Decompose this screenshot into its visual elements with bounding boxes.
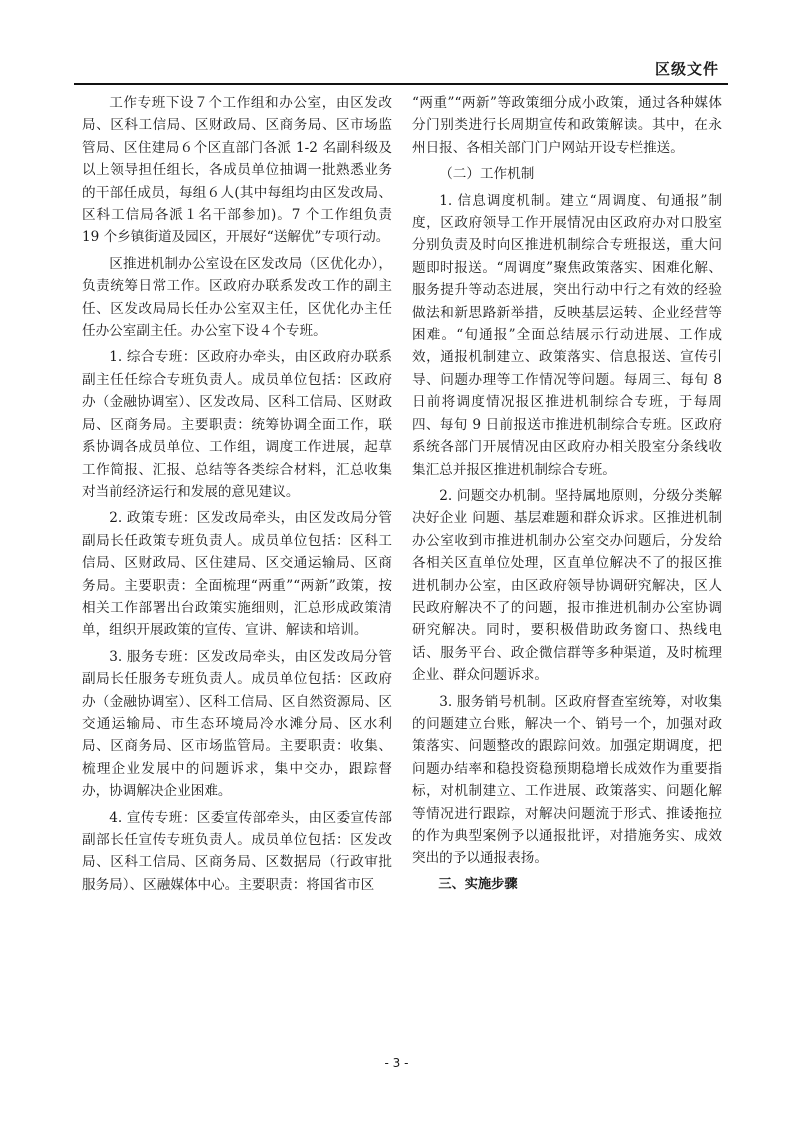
paragraph-info-dispatch: 1. 信息调度机制。建立“周调度、旬通报”制度，区政府领导工作开展情况由区政府办对口股室分别负责及时向区推进机制综合专班报送，重大问题即时报送。“周调度”聚焦政策落实、困难化解、服务提升等动态进展，突出行动中行之有效的经验做法和新思路新举措，反映基层运转、企业经营等困难。“旬通报”全面总结展示行动进展、工作成效，通报机制建立、政策落实、信息报送、宣传引导、问题办理等工作情况等问题。每周三、每旬 8 日前将调度情况报区推进机制综合专班，于每周四、每旬 9 日前报送市推进机制综合专班。区政府系统各部门开展情况由区政府办相关股室分条线收集汇总并报区推进机制综合专班。: [412, 192, 722, 478]
section-heading-steps: 三、实施步骤: [438, 876, 518, 892]
paragraph-office: 区推进机制办公室设在区发改局（区优化办），负责统筹日常工作。区政府办联系发改工作的副主任、区发改局局长任办公室双主任，区优化办主任任办公室副主任。办公室下设４个专班。: [82, 255, 392, 340]
right-column: [412, 92, 722, 900]
paragraph-service-team: 3. 服务专班：区发改局牵头，由区发改局分管副局长任服务专班负责人。成员单位包括：区政府办（金融协调室）、区科工信局、区自然资源局、区交通运输局、市生态环境局冷水滩分局、区水利局、区商务局、区市场监管局。主要职责：收集、梳理企业发展中的问题诉求，集中交办，跟踪督办，协调解决企业困难。: [82, 648, 392, 800]
paragraph-issue-assignment: 2. 问题交办机制。坚持属地原则，分级分类解决好企业 问题、基层难题和群众诉求。区推进机制办公室收到市推进机制办公室交办问题后，分发给各相关区直单位处理，区直单位解决不了的报区推进机制办公室，由区政府领导协调研究解决，区人民政府解决不了的问题，报市推进机制办公室协调研究解决。同时，要积极借助政务窗口、热线电话、服务平台、政企微信群等多种渠道，及时梳理企业、群众问题诉求。: [412, 487, 722, 684]
paragraph-comprehensive-team: 1. 综合专班：区政府办牵头，由区政府办联系副主任任综合专班负责人。成员单位包括：区政府办（金融协调室）、区发改局、区科工信局、区财政局、区商务局。主要职责：统筹协调全面工作，联系协调各成员单位、工作组，调度工作进展，起草工作简报、汇报、总结等各类综合材料，汇总收集对当前经济运行和发展的意见建议。: [82, 349, 392, 500]
section-heading-mechanism: （二）工作机制: [439, 166, 535, 183]
document-category-label: 区级文件: [654, 60, 719, 78]
paragraph-publicity-continued: “两重”“两新”等政策细分成小政策，通过各种媒体分门别类进行长周期宣传和政策解读。其中，在永州日报、各相关部门门户网站开设专栏推送。: [412, 95, 722, 156]
paragraph-policy-team: 2. 政策专班：区发改局牵头，由区发改局分管副局长任政策专班负责人。成员单位包括：区科工信局、区财政局、区住建局、区交通运输局、区商务局。主要职责：全面梳理“两重”“两新”政策，按相关工作部署出台政策实施细则，汇总形成政策清单，组织开展政策的宣传、宣讲、解读和培训。: [82, 510, 392, 639]
header-rule: [74, 83, 728, 85]
paragraph-work-groups: 工作专班下设７个工作组和办公室，由区发改局、区科工信局、区财政局、区商务局、区市场监管局、区住建局６个区直部门各派 1-2 名副科级及以上领导担任组长，各成员单位抽调一批熟悉业务的干部任成员，每组６人(其中每组均由区发改局、区科工信局各派１名干部参加)。7 个工作组负责 19 个乡镇街道及园区，开展好“送解优”专项行动。: [82, 95, 392, 246]
left-column: [82, 92, 392, 900]
paragraph-service-closure: 3. 服务销号机制。区政府督查室统筹，对收集的问题建立台账，解决一个、销号一个，加强对政策落实、问题整改的跟踪问效。加强定期调度，把问题办结率和稳投资稳预期稳增长成效作为重要指标，对机制建立、工作进展、政策落实、问题化解等情况进行跟踪，对解决问题流于形式、推诿拖拉的作为典型案例予以通报批评，对措施务实、成效突出的予以通报表扬。: [412, 693, 722, 867]
paragraph-publicity-team: 4. 宣传专班：区委宣传部牵头，由区委宣传部副部长任宣传专班负责人。成员单位包括：区发改局、区科工信局、区商务局、区数据局（行政审批服务局）、区融媒体中心。主要职责：将国省市区: [82, 809, 392, 893]
page-number: - 3 -: [384, 1056, 409, 1070]
